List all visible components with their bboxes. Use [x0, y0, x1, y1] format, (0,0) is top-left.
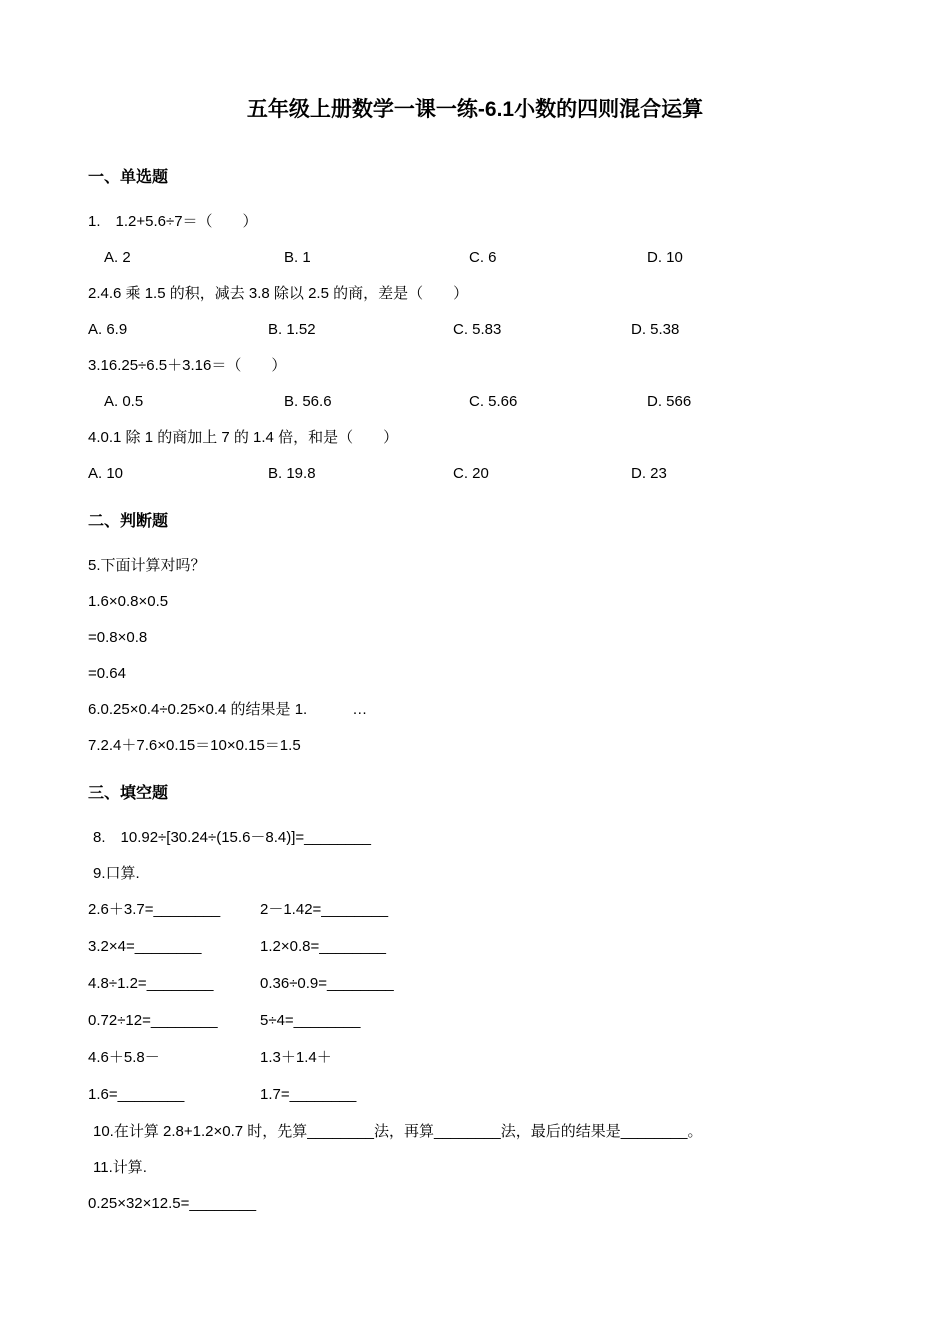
- question-1-option-a: A. 2: [104, 249, 131, 266]
- question-2-options: [88, 320, 862, 340]
- question-3-stem: 3.16.25÷6.5＋3.16＝（ ）: [88, 357, 287, 374]
- question-5-work-line-1: 1.6×0.8×0.5: [88, 593, 169, 610]
- question-2-option-d: D. 5.38: [631, 321, 680, 338]
- question-3-option-a: A. 0.5: [104, 393, 144, 410]
- oral-item: 0.72÷12=________: [88, 1012, 218, 1029]
- question-4-stem: 4.0.1 除 1 的商加上 7 的 1.4 倍，和是（ ）: [88, 429, 399, 446]
- oral-row-1: [88, 900, 862, 920]
- question-10-stem: 10.在计算 2.8+1.2×0.7 时，先算________法，再算________法，最后的结果是________。: [93, 1123, 703, 1140]
- question-11-expression: 0.25×32×12.5=________: [88, 1195, 257, 1212]
- section-heading-fill: 三、填空题: [88, 785, 169, 802]
- question-4-option-b: B. 19.8: [268, 465, 316, 482]
- oral-item: 1.6=________: [88, 1086, 185, 1103]
- question-8-stem: 8. 10.92÷[30.24÷(15.6－8.4)]=________: [93, 829, 371, 846]
- question-2-option-c: C. 5.83: [453, 321, 502, 338]
- oral-row-5: [88, 1048, 862, 1068]
- oral-item: 2－1.42=________: [260, 901, 389, 918]
- oral-item: 1.2×0.8=________: [260, 938, 386, 955]
- question-2-option-b: B. 1.52: [268, 321, 316, 338]
- question-3-option-c: C. 5.66: [469, 393, 518, 410]
- oral-item: 1.3＋1.4＋: [260, 1049, 332, 1066]
- oral-item: 4.8÷1.2=________: [88, 975, 214, 992]
- question-1-option-b: B. 1: [284, 249, 311, 266]
- question-7-stem: 7.2.4＋7.6×0.15＝10×0.15＝1.5: [88, 737, 301, 754]
- question-1-option-d: D. 10: [647, 249, 683, 266]
- question-3-options: [88, 392, 862, 412]
- question-1-options: [88, 248, 862, 268]
- oral-row-2: [88, 937, 862, 957]
- question-9-label: 9.口算.: [93, 865, 140, 882]
- question-1-option-c: C. 6: [469, 249, 497, 266]
- oral-item: 0.36÷0.9=________: [260, 975, 394, 992]
- question-5-work-line-2: =0.8×0.8: [88, 629, 148, 646]
- question-6-stem: 6.0.25×0.4÷0.25×0.4 的结果是 1. …: [88, 701, 368, 718]
- page-title: 五年级上册数学一课一练-6.1小数的四则混合运算: [246, 98, 704, 121]
- question-2-stem: 2.4.6 乘 1.5 的积，减去 3.8 除以 2.5 的商，差是（ ）: [88, 285, 469, 302]
- section-heading-choice: 一、单选题: [88, 169, 169, 186]
- oral-item: 1.7=________: [260, 1086, 357, 1103]
- question-3-option-d: D. 566: [647, 393, 692, 410]
- question-4-option-c: C. 20: [453, 465, 489, 482]
- question-3-option-b: B. 56.6: [284, 393, 332, 410]
- oral-item: 3.2×4=________: [88, 938, 202, 955]
- question-4-option-d: D. 23: [631, 465, 667, 482]
- oral-row-3: [88, 974, 862, 994]
- question-11-label: 11.计算.: [93, 1159, 147, 1176]
- oral-item: 4.6＋5.8－: [88, 1049, 160, 1066]
- question-4-options: [88, 464, 862, 484]
- oral-item: 2.6＋3.7=________: [88, 901, 221, 918]
- question-1-stem: 1. 1.2+5.6÷7＝（ ）: [88, 213, 258, 230]
- oral-item: 5÷4=________: [260, 1012, 361, 1029]
- section-heading-judge: 二、判断题: [88, 513, 169, 530]
- question-5-stem: 5.下面计算对吗？: [88, 557, 206, 574]
- oral-row-4: [88, 1011, 862, 1031]
- question-5-work-line-3: =0.64: [88, 665, 126, 682]
- oral-row-6: [88, 1085, 862, 1105]
- question-4-option-a: A. 10: [88, 465, 124, 482]
- question-2-option-a: A. 6.9: [88, 321, 128, 338]
